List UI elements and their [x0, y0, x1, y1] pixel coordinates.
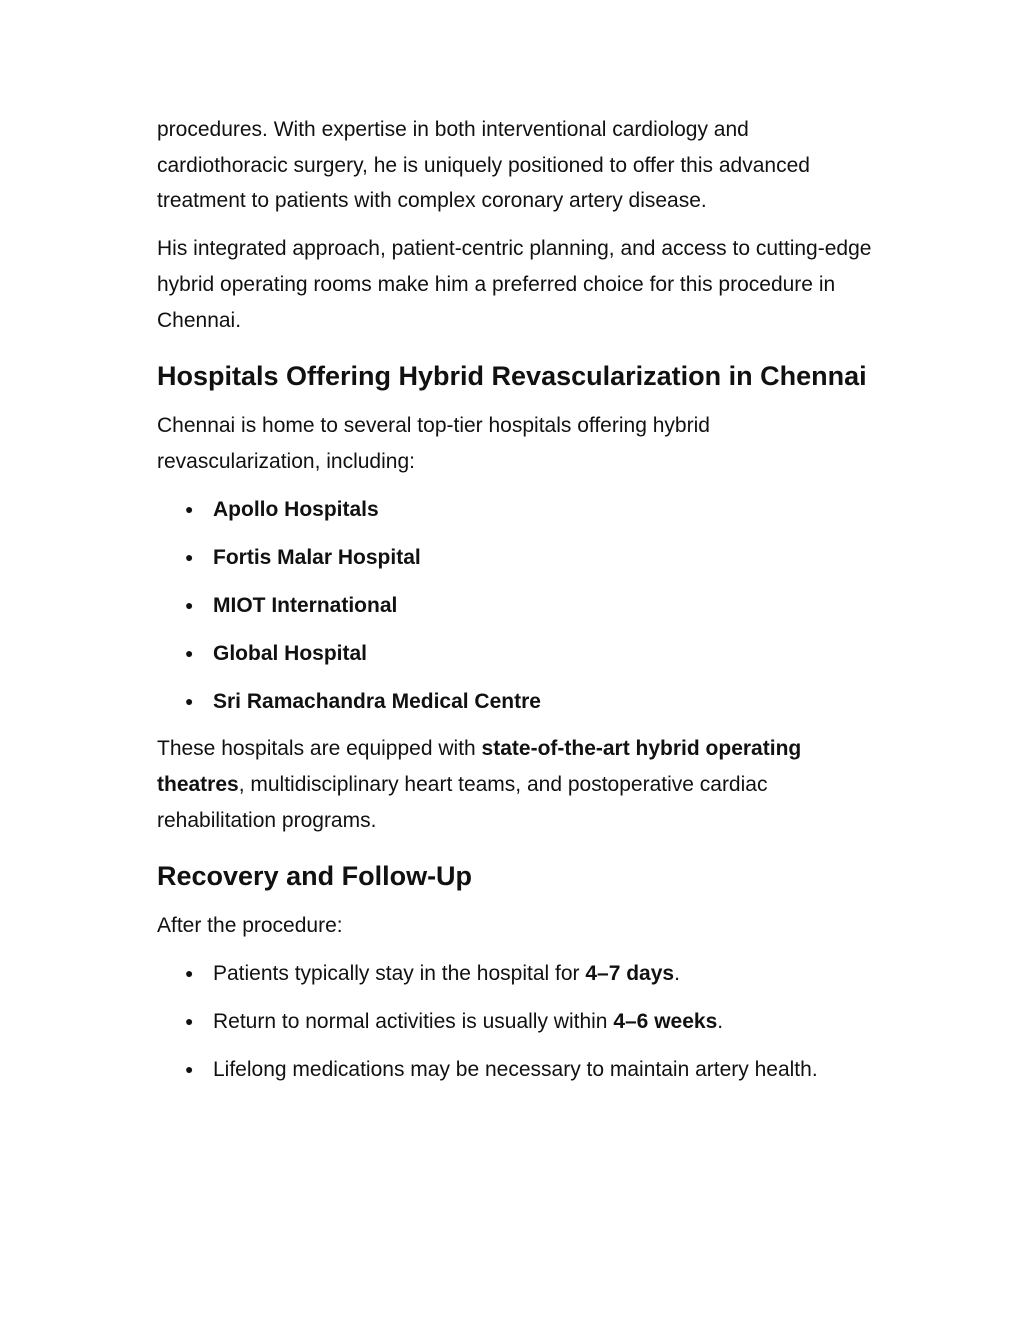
- list-item: ● Sri Ramachandra Medical Centre: [157, 684, 877, 720]
- hospital-list: [157, 492, 877, 720]
- intro-paragraph-2: His integrated approach, patient-centric planning, and access to cutting-edge hybrid operating rooms make him a preferred choice for this procedure in Chennai.: [157, 237, 872, 332]
- recovery-list: [157, 956, 877, 1088]
- document-page: [157, 112, 877, 1088]
- bullet-icon: ●: [185, 692, 194, 709]
- list-item: ● Patients typically stay in the hospital for 4–7 days.: [157, 956, 877, 992]
- hospitals-heading: Hospitals Offering Hybrid Revascularization in Chennai: [157, 361, 867, 392]
- bullet-icon: ●: [185, 1013, 194, 1030]
- list-item: ● Fortis Malar Hospital: [157, 540, 877, 576]
- bullet-icon: ●: [185, 548, 194, 565]
- bullet-icon: ●: [185, 644, 194, 661]
- hospitals-closing-paragraph: These hospitals are equipped with state-of-the-art hybrid operating theatres, multidisciplinary heart teams, and postoperative cardiac rehabilitation programs.: [157, 737, 802, 832]
- bullet-icon: ●: [185, 965, 194, 982]
- list-item: ● Global Hospital: [157, 636, 877, 672]
- bullet-icon: ●: [185, 500, 194, 517]
- intro-paragraph-1: procedures. With expertise in both interventional cardiology and cardiothoracic surgery, he is uniquely positioned to offer this advanced treatment to patients with complex coronary artery disease.: [157, 118, 810, 213]
- list-item: ● Return to normal activities is usually within 4–6 weeks.: [157, 1004, 877, 1040]
- recovery-heading: Recovery and Follow-Up: [157, 861, 473, 892]
- list-item: ● Lifelong medications may be necessary to maintain artery health.: [157, 1052, 877, 1088]
- list-item: ● MIOT International: [157, 588, 877, 624]
- list-item: ● Apollo Hospitals: [157, 492, 877, 528]
- bullet-icon: ●: [185, 596, 194, 613]
- hospitals-intro-paragraph: Chennai is home to several top-tier hospitals offering hybrid revascularization, including:: [157, 414, 710, 473]
- recovery-intro-paragraph: After the procedure:: [157, 914, 343, 938]
- bullet-icon: ●: [185, 1061, 194, 1078]
